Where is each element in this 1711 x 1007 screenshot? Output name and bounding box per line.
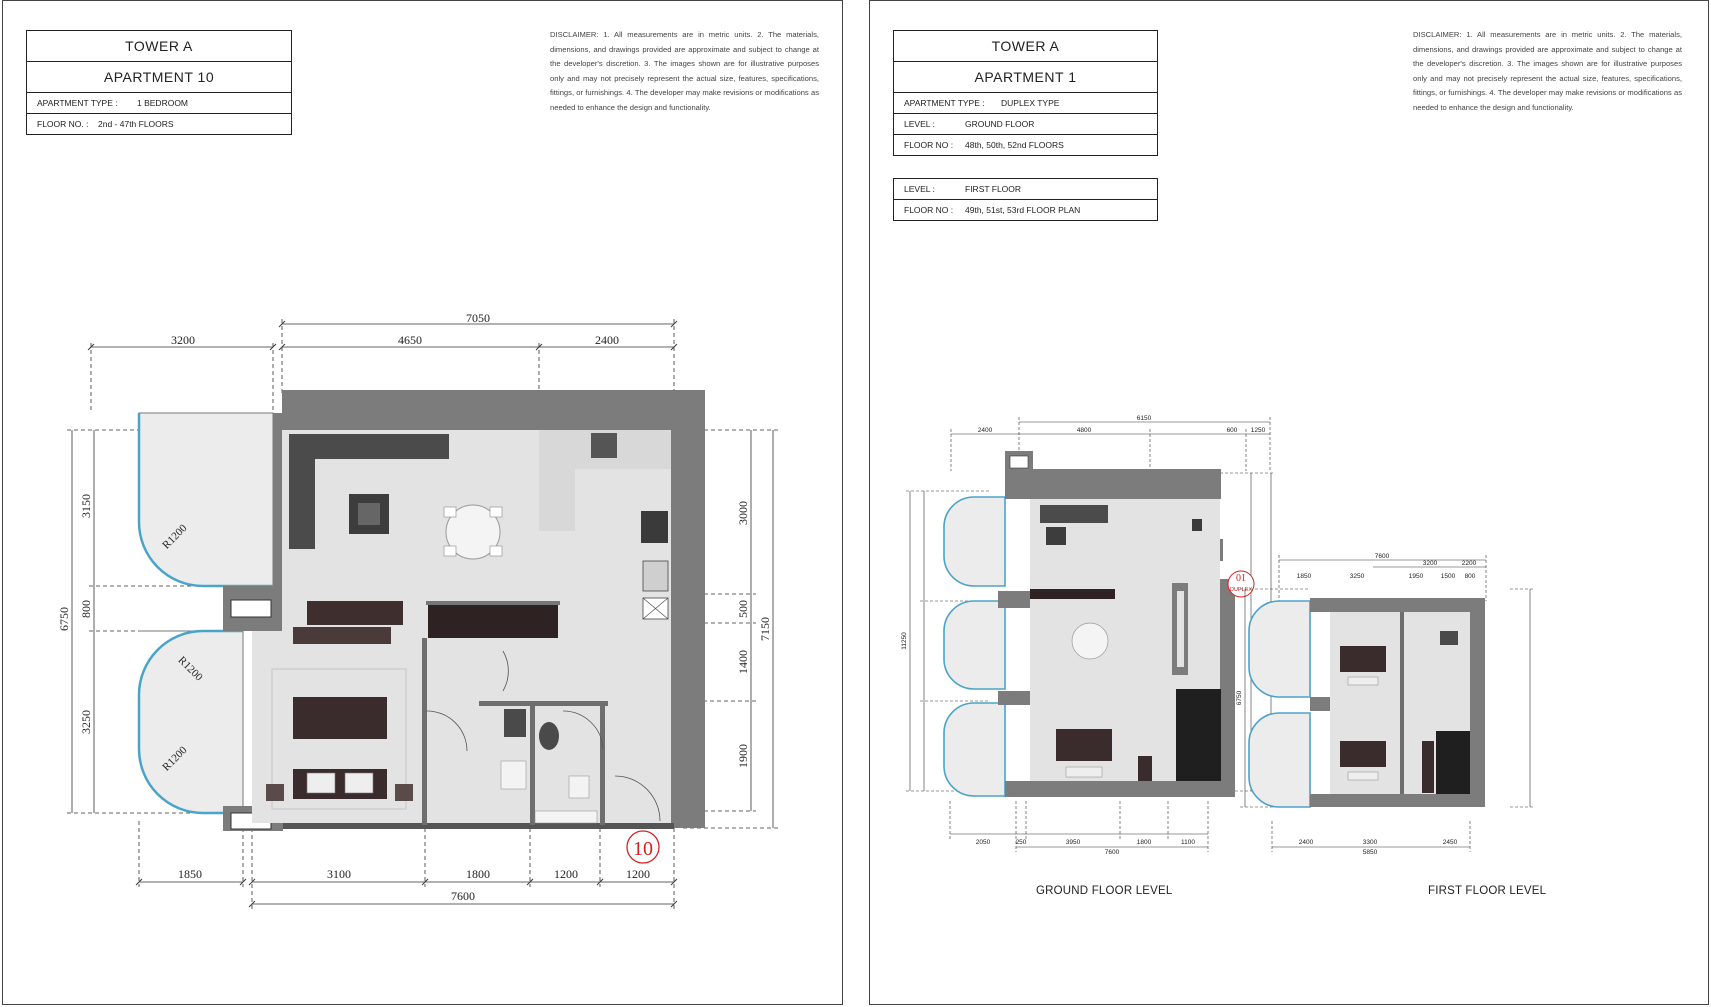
radius-label: R1200 (160, 744, 190, 774)
dim-left-b: 800 (79, 600, 93, 618)
apartment-type-label: APARTMENT TYPE : (37, 98, 118, 108)
floorplan-sheet-apartment-1 (869, 0, 1709, 1005)
dim-right-d: 1900 (736, 744, 750, 768)
dim-first-top-total: 7600 (1374, 553, 1390, 560)
floor-no-label: FLOOR NO. : (37, 119, 89, 129)
dim-first-bottom-b: 3300 (1362, 839, 1378, 846)
dim-ground-bottom-a: 2050 (975, 839, 991, 846)
floor-no-value: 48th, 50th, 52nd FLOORS (965, 140, 1064, 150)
dim-first-top-g: 800 (1464, 573, 1476, 580)
dim-left-a: 3150 (79, 494, 93, 518)
dim-bottom-total: 7600 (451, 889, 475, 903)
floorplan-apartment-1-duplex (870, 1, 1709, 1005)
level-label: LEVEL : (904, 184, 935, 194)
dim-bottom-a: 1850 (178, 867, 202, 881)
first-floor-caption: FIRST FLOOR LEVEL (1428, 885, 1547, 897)
floorplan-sheet-apartment-10 (2, 0, 843, 1005)
unit-badge: DUPLEX (1229, 587, 1253, 593)
dim-first-top-b: 2200 (1461, 560, 1477, 567)
floorplan-apartment-10 (3, 1, 843, 1005)
apartment-name: APARTMENT 1 (894, 62, 1158, 93)
dim-bottom-b: 3100 (327, 867, 351, 881)
unit-number: 01 (1236, 573, 1246, 584)
dim-ground-left-total: 11250 (901, 632, 908, 650)
dim-left-total: 6750 (57, 607, 71, 631)
apartment-type-value: 1 BEDROOM (137, 98, 189, 108)
dim-bottom-e: 1200 (626, 867, 650, 881)
dim-ground-bottom-b: 250 (1015, 839, 1027, 846)
radius-label: R1200 (160, 522, 190, 552)
unit-number: 10 (633, 838, 653, 860)
dim-first-left-total: 6750 (1236, 690, 1243, 706)
apartment-type-label: APARTMENT TYPE : (904, 98, 985, 108)
dim-ground-bottom-d: 1800 (1136, 839, 1152, 846)
floor-no-label: FLOOR NO : (904, 205, 954, 215)
dim-right-c: 1400 (736, 650, 750, 674)
dim-ground-top-b: 4800 (1076, 427, 1092, 434)
dim-right-total: 7150 (758, 617, 772, 641)
ground-floor-caption: GROUND FLOOR LEVEL (1036, 885, 1173, 897)
dim-top-total: 7050 (466, 311, 490, 325)
floor-no-value: 2nd - 47th FLOORS (98, 119, 174, 129)
level-value: FIRST FLOOR (965, 184, 1022, 194)
dim-bottom-d: 1200 (554, 867, 578, 881)
dim-left-c: 3250 (79, 710, 93, 734)
level-value: GROUND FLOOR (965, 119, 1035, 129)
level-label: LEVEL : (904, 119, 935, 129)
dim-first-bottom-a: 2400 (1298, 839, 1314, 846)
disclaimer-text: DISCLAIMER: 1. All measurements are in metric units. 2. The materials, dimensions, and drawings provided are approximate and subject to change at the developer's discretion. 3. The images shown are for illustrative purposes only and may not precisely represent the actual size, features, specifications, fittings, or furnishings. 4. The developer may make revisions or modifications as needed to enhance the design and functionality. (550, 30, 819, 112)
dim-ground-top-a: 2400 (977, 427, 993, 434)
tower-name: TOWER A (27, 31, 292, 62)
dim-first-top-f: 1500 (1440, 573, 1456, 580)
dim-first-top-a: 3200 (1422, 560, 1438, 567)
dim-first-top-e: 1950 (1408, 573, 1424, 580)
disclaimer-text: DISCLAIMER: 1. All measurements are in metric units. 2. The materials, dimensions, and drawings provided are approximate and subject to change at the developer's discretion. 3. The images shown are for illustrative purposes only and may not precisely represent the actual size, features, specifications, fittings, or furnishings. 4. The developer may make revisions or modifications as needed to enhance the design and functionality. (1413, 30, 1682, 112)
radius-label: R1200 (175, 654, 205, 684)
floor-no-value: 49th, 51st, 53rd FLOOR PLAN (965, 205, 1081, 215)
dim-ground-bottom-total: 7600 (1104, 849, 1120, 856)
dim-first-bottom-c: 2450 (1442, 839, 1458, 846)
dim-ground-bottom-e: 1100 (1181, 839, 1195, 846)
tower-name: TOWER A (894, 31, 1158, 62)
apartment-name: APARTMENT 10 (27, 62, 292, 93)
dim-top-mid: 4650 (398, 333, 422, 347)
dim-first-bottom-total: 5850 (1362, 849, 1378, 856)
dim-top-left: 3200 (171, 333, 195, 347)
dim-ground-top-d: 1250 (1250, 427, 1266, 434)
dim-ground-top-c: 600 (1226, 427, 1238, 434)
dim-ground-bottom-c: 3950 (1065, 839, 1081, 846)
dim-bottom-c: 1800 (466, 867, 490, 881)
floor-no-label: FLOOR NO : (904, 140, 954, 150)
dim-top-right: 2400 (595, 333, 619, 347)
dim-right-a: 3000 (736, 501, 750, 525)
dim-ground-top-total: 6150 (1136, 415, 1152, 422)
dim-first-top-d: 3250 (1349, 573, 1365, 580)
dim-right-b: 500 (736, 600, 750, 618)
apartment-type-value: DUPLEX TYPE (1001, 98, 1060, 108)
dim-first-top-c: 1850 (1296, 573, 1312, 580)
